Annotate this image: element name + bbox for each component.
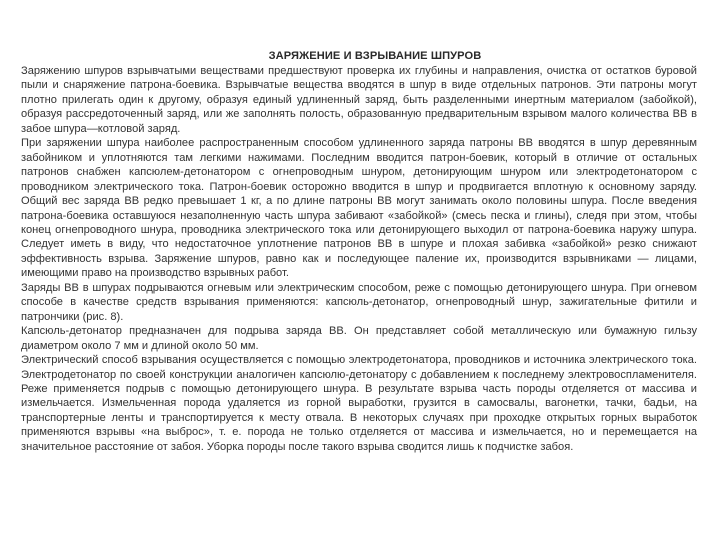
paragraph-charging-procedure: При заряжении шпура наиболее распространенным способом удлиненного заряда патроны ВВ вводятся в шпур деревянным забойником и уплотняются там легкими нажимами. Последним вводится патрон-боевик, который в отличие от остальных патронов снабжен капсюлем-детонатором с огнепроводным шнуром, детонирующим шнуром или электродетонатором с проводником электрического тока. Патрон-боевик осторожно вводится в шпур и продвигается вплотную к основному заряду. Общий вес заряда ВВ редко превышает 1 кг, а по длине патроны ВВ могут занимать около половины шпура. После введения патрона-боевика оставшуюся незаполненную часть шпура забивают «забойкой» (смесь песка и глины), следя при этом, чтобы конец огнепроводного шнура, проводника электрического тока или детонирующего выходил от патрона-боевика наружу шпура. Следует иметь в виду, что недостаточное уплотнение патронов ВВ в шпуре и плохая забивка «забойкой» резко снижают эффективность взрыва. Заряжение шпуров, равно как и последующее паление их, производится взрывниками — лицами, имеющими право на производство взрывных работ.: [21, 137, 697, 280]
document-body: [21, 48, 697, 454]
document-title: ЗАРЯЖЕНИЕ И ВЗРЫВАНИЕ ШПУРОВ: [268, 50, 482, 62]
paragraph-detonation-methods: Заряды ВВ в шпурах подрываются огневым или электрическим способом, реже с помощью детонирующего шнура. При огневом способе в качестве средств взрывания применяются: капсюль-детонатор, огнепроводный шнур, зажигательные фитили и патрончики (рис. 8).: [21, 281, 697, 323]
paragraph-charging-preparation: Заряжению шпуров взрывчатыми веществами предшествуют проверка их глубины и направления, очистка от остатков буровой пыли и снаряжение патрона-боевика. Взрывчатые вещества вводятся в шпур в виде отдельных патронов. Эти патроны могут плотно прилегать один к другому, образуя единый удлиненный заряд, быть разделенными инертным материалом (забойкой), образуя рассредоточенный заряд, или же заполнять полость, образованную предварительным взрывом малого количества ВВ в забое шпура—котловой заряд.: [21, 65, 697, 135]
paragraph-detonator-cap: Капсюль-детонатор предназначен для подрыва заряда ВВ. Он представляет собой металлическую или бумажную гильзу диаметром около 7 мм и длиной около 50 мм.: [21, 325, 697, 352]
paragraph-electric-blasting: Электрический способ взрывания осуществляется с помощью электродетонатора, проводников и источника электрического тока. Электродетонатор по своей конструкции аналогичен капсюлю-детонатору с добавлением к последнему электровоспламенителя. Реже применяется подрыв с помощью детонирующего шнура. В результате взрыва часть породы отделяется от массива и измельчается. Измельченная порода удаляется из горной выработки, грузится в самосвалы, вагонетки, тачки, бадьи, на транспортерные ленты и транспортируется к месту отвала. В некоторых случаях при проходке открытых горных выработок применяются взрывы «на выброс», т. е. порода не только отделяется от массива и измельчается, но и перемещается на значительное расстояние от забоя. Уборка породы после такого взрыва сводится лишь к подчистке забоя.: [21, 354, 697, 453]
